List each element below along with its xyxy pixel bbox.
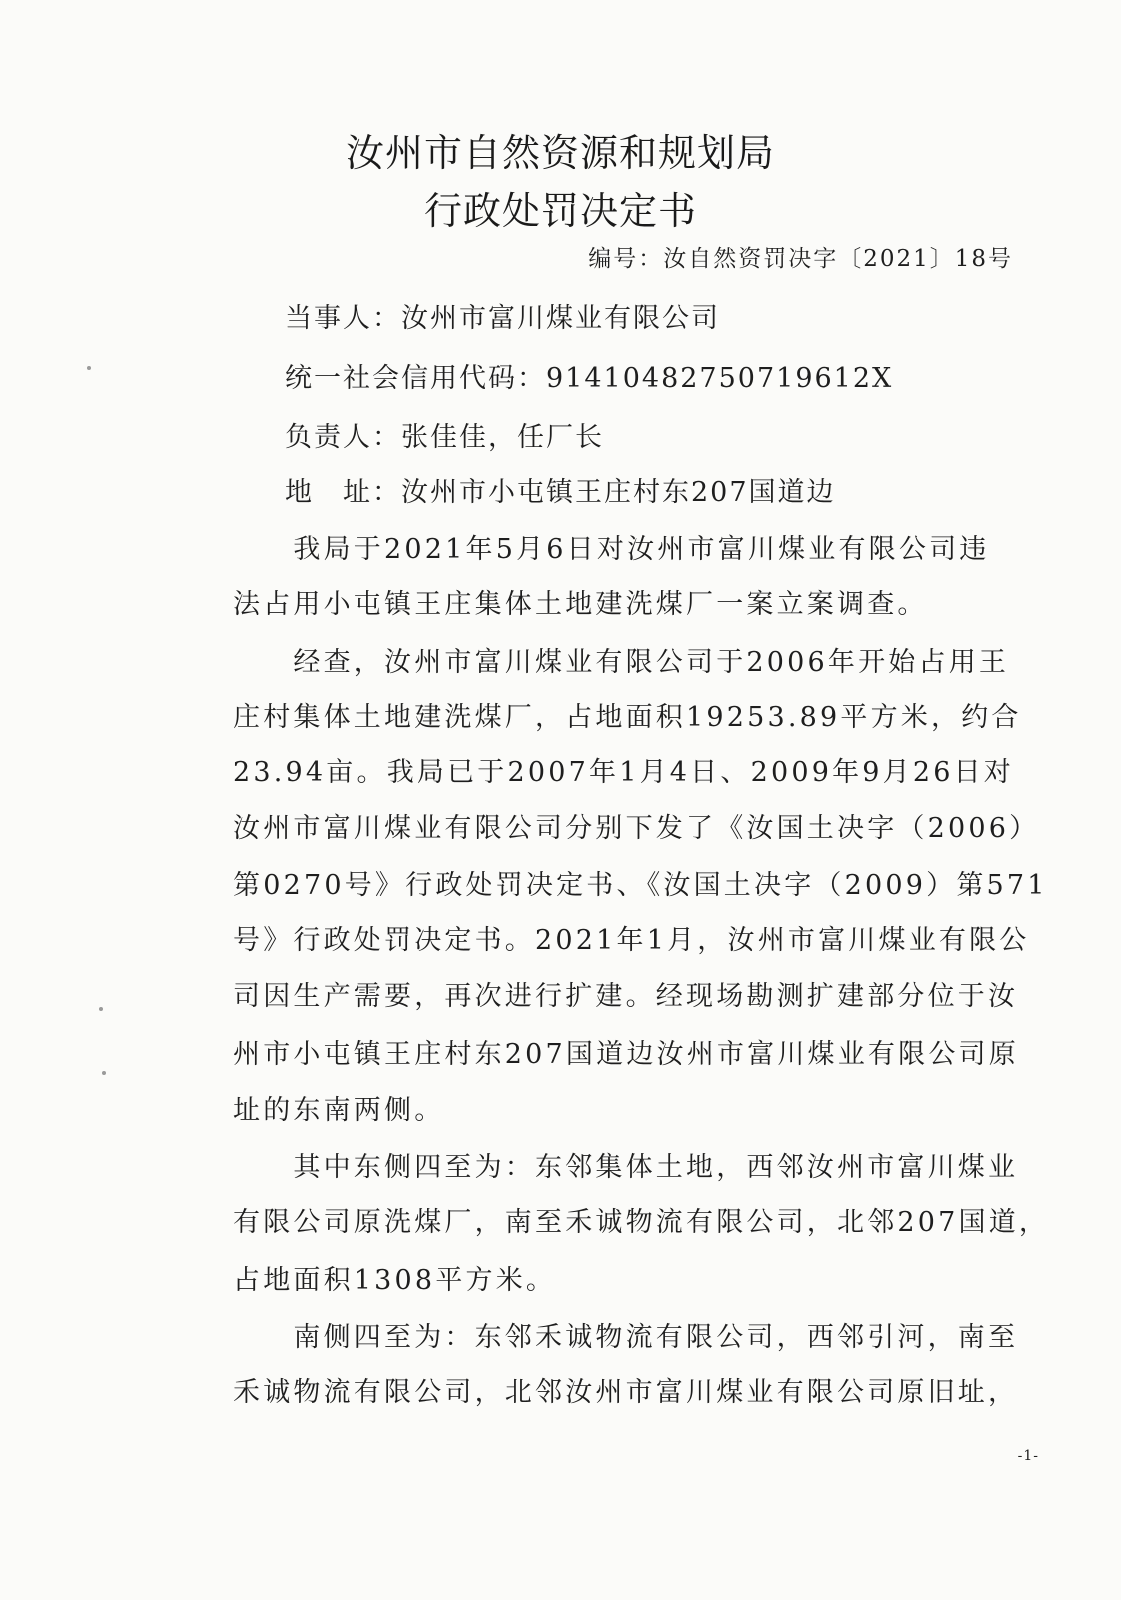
document-number: 编号：汝自然资罚决字〔2021〕18号: [588, 246, 1013, 272]
body-line: 我局于2021年5月6日对汝州市富川煤业有限公司违: [233, 534, 990, 565]
person-in-charge-field: [285, 415, 604, 454]
party-label: 当事人：: [285, 303, 401, 334]
body-line: 禾诚物流有限公司，北邻汝州市富川煤业有限公司原旧址，: [233, 1377, 1019, 1408]
body-line: 司因生产需要，再次进行扩建。经现场勘测扩建部分位于汝: [233, 981, 1019, 1012]
body-line: 23.94亩。我局已于2007年1月4日、2009年9月26日对: [233, 757, 1015, 788]
body-line: 址的东南两侧。: [233, 1095, 445, 1126]
scan-speck: [99, 1007, 103, 1011]
body-line: 经查，汝州市富川煤业有限公司于2006年开始占用王: [233, 647, 1010, 678]
body-line: 南侧四至为：东邻禾诚物流有限公司，西邻引河，南至: [233, 1322, 1019, 1353]
body-line: 占地面积1308平方米。: [233, 1265, 557, 1296]
address-value: 汝州市小屯镇王庄村东207国道边: [401, 477, 836, 508]
person-in-charge-value: 张佳佳，任厂长: [401, 422, 604, 453]
person-in-charge-label: 负责人：: [285, 422, 401, 453]
address-field: [285, 470, 836, 509]
body-line: 有限公司原洗煤厂，南至禾诚物流有限公司，北邻207国道，: [233, 1207, 1050, 1238]
party-value: 汝州市富川煤业有限公司: [401, 303, 720, 334]
document-title-line1: 汝州市自然资源和规划局: [345, 131, 775, 175]
credit-code-field: [285, 356, 893, 395]
body-line: 州市小屯镇王庄村东207国道边汝州市富川煤业有限公司原: [233, 1039, 1019, 1070]
credit-code-value: 91410482750719612X: [546, 363, 894, 394]
body-line: 第0270号》行政处罚决定书、《汝国土决字（2009）第571: [233, 870, 1048, 901]
body-line: 其中东侧四至为：东邻集体土地，西邻汝州市富川煤业: [233, 1152, 1019, 1183]
document-title-line2: 行政处罚决定书: [423, 189, 697, 233]
page-number: -1-: [1017, 1448, 1039, 1464]
body-line: 法占用小屯镇王庄集体土地建洗煤厂一案立案调查。: [233, 589, 928, 620]
scan-speck: [102, 1071, 106, 1075]
scan-speck: [87, 366, 91, 370]
party-field: [285, 296, 720, 335]
body-line: 庄村集体土地建洗煤厂，占地面积19253.89平方米，约合: [233, 702, 1022, 733]
body-line: 号》行政处罚决定书。2021年1月，汝州市富川煤业有限公: [233, 925, 1030, 956]
body-line: 汝州市富川煤业有限公司分别下发了《汝国土决字（2006）: [233, 813, 1040, 844]
address-label: 地 址：: [285, 477, 401, 508]
credit-code-label: 统一社会信用代码：: [285, 363, 546, 394]
